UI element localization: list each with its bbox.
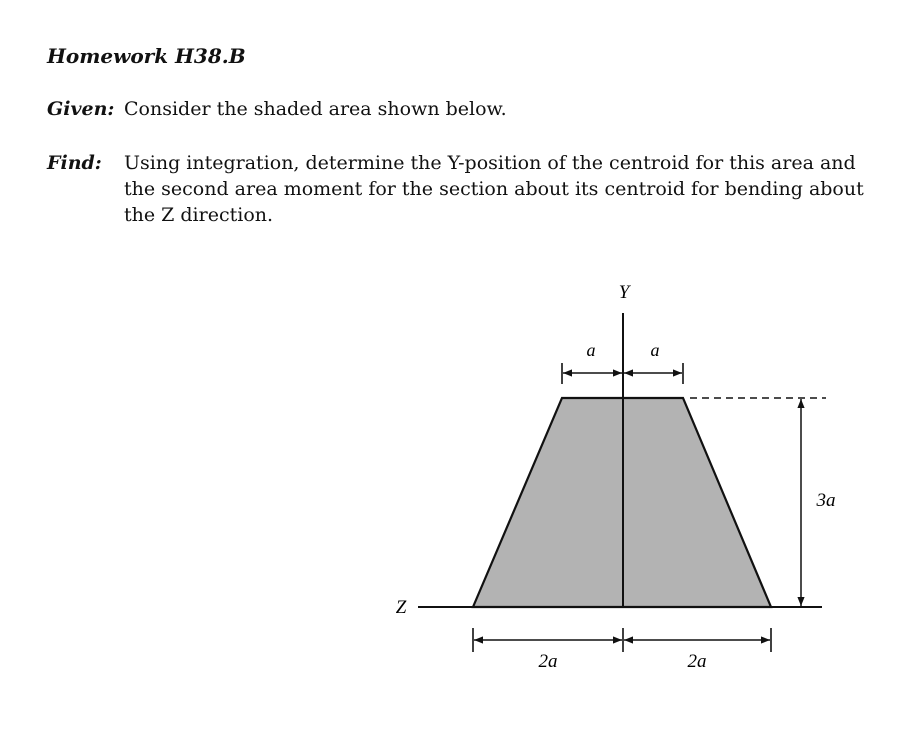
homework-title: Homework H38.B (47, 44, 246, 68)
bottom-right-dim-label: 2a (687, 651, 707, 672)
height-dim-label: 3a (816, 490, 836, 511)
find-label: Find: (47, 152, 102, 174)
top-right-dim-label: a (650, 340, 660, 360)
bottom-left-dim-label: 2a (538, 651, 558, 672)
z-axis-label: Z (395, 597, 407, 618)
given-label: Given: (47, 98, 115, 120)
given-text: Consider the shaded area shown below. (124, 98, 507, 120)
find-text: Using integration, determine the Y-position of the centroid for this area and the second area moment for the section about its centroid for bending about the Z direction. (124, 152, 864, 226)
top-left-dim-label: a (586, 340, 596, 360)
y-axis-label: Y (618, 282, 630, 303)
